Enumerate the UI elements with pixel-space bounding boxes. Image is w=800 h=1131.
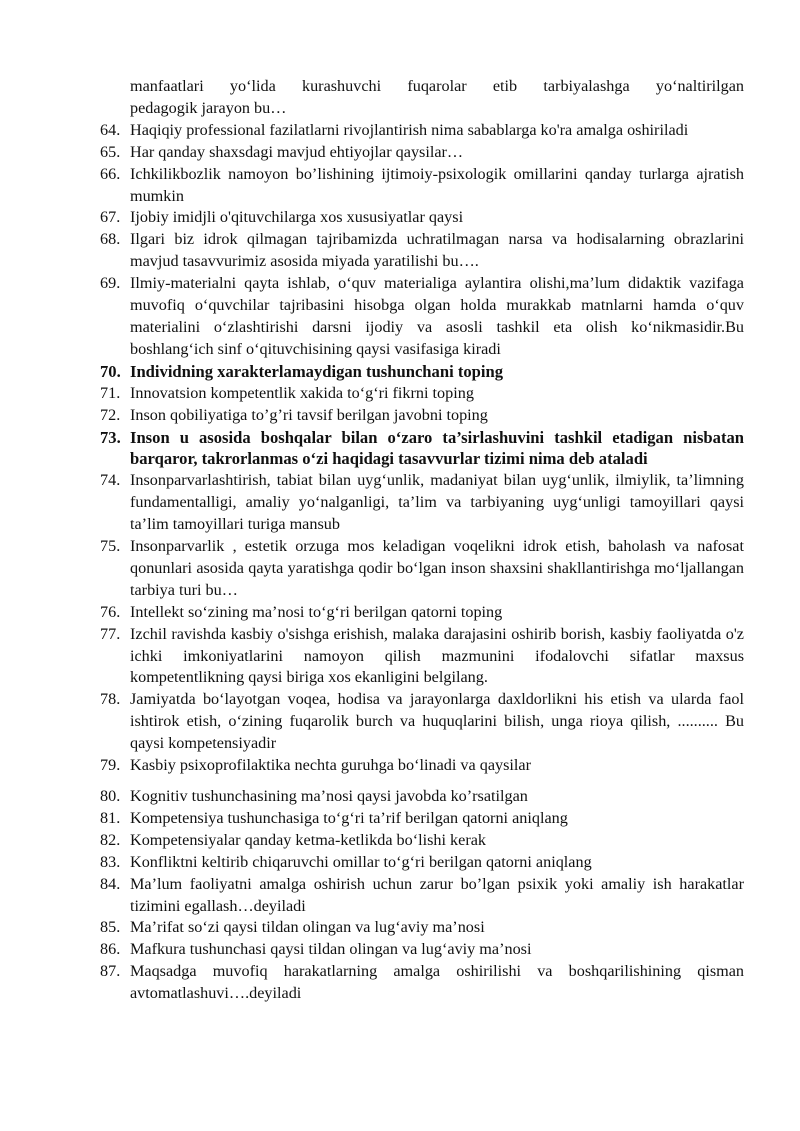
question-number: 84. — [100, 874, 121, 893]
question-text: Insonparvarlik , estetik orzuga mos keladigan voqelikni idrok etish, baholash va nafosat qonunlari asosida qayta yaratishga qodir bo‘lgan inson shaxsini shakllantirishga mo‘ljallangan tarbiya turi bu… — [130, 537, 744, 599]
question-item — [100, 207, 744, 229]
question-number: 71. — [100, 383, 121, 402]
question-item — [100, 229, 744, 273]
question-number: 87. — [100, 962, 121, 981]
question-number: 72. — [100, 405, 121, 424]
continuation-paragraph — [100, 76, 744, 120]
question-number: 75. — [100, 537, 121, 556]
question-number: 66. — [100, 164, 121, 183]
question-text: Jamiyatda bo‘layotgan voqea, hodisa va jarayonlarga daxldorlikni his etish va ularda faol ishtirok etish, o‘zining fuqarolik burch va huquqlarini bilish, unga rioya qilish, .......... Bu qaysi kompetensiyadir — [130, 690, 744, 753]
question-number: 65. — [100, 142, 121, 161]
question-number: 73. — [100, 427, 121, 447]
question-item — [100, 755, 744, 777]
question-number: 68. — [100, 230, 121, 249]
question-text: Har qanday shaxsdagi mavjud ehtiyojlar qaysilar… — [130, 142, 464, 161]
question-text: Kognitiv tushunchasining ma’nosi qaysi javobda ko’rsatilgan — [130, 787, 528, 805]
question-item — [100, 164, 744, 208]
question-number: 70. — [100, 361, 121, 381]
question-item — [100, 852, 744, 874]
question-text: Kompetensiyalar qanday ketma-ketlikda bo‘lishi kerak — [130, 830, 487, 849]
question-item — [100, 602, 744, 624]
question-text: Ilmiy-materialni qayta ishlab, o‘quv materialiga aylantira olishi,ma’lum didaktik vazifaga muvofiq o‘quvchilar tajribasini hisobga olgan holda murakkab matnlarni hamda o‘quv materialini o‘zlashtirishi darsni ijodiy va asosli tashkil eta olish ko‘nikmasidir.Bu boshlang‘ich sinf o‘qituvchisining qaysi vasifasiga kiradi — [130, 274, 744, 358]
question-text: Ilgari biz idrok qilmagan tajribamizda uchratilmagan narsa va hodisalarning obrazlarini mavjud tasavvurimiz asosida miyada yaratilishi bu…. — [130, 230, 744, 271]
question-item — [100, 361, 744, 383]
question-item — [100, 917, 744, 939]
question-text: Ichkilikbozlik namoyon bo’lishining ijtimoiy-psixologik omillarini qanday turlarga ajratish mumkin — [130, 164, 744, 205]
question-text: Haqiqiy professional fazilatlarni rivojlantirish nima sabablarga ko'ra amalga oshiriladi — [130, 120, 689, 139]
question-text: Inson qobiliyatiga to’g’ri tavsif berilgan javobni toping — [130, 405, 488, 424]
question-item — [100, 874, 744, 918]
question-text: Insonparvarlashtirish, tabiat bilan uyg‘unlik, madaniyat bilan uyg‘unlik, ilmiylik, ta’limning fundamentalligi, amaliy yo‘nalganligi, ta’lim va tarbiyaning uyg‘unligi tamoyillari qaysi ta’lim tamoyillari turiga mansub — [130, 471, 744, 534]
question-item — [100, 830, 744, 852]
question-number: 79. — [100, 756, 121, 775]
question-number: 67. — [100, 208, 121, 227]
question-text: Mafkura tushunchasi qaysi tildan olingan va lug‘aviy ma’nosi — [130, 940, 532, 959]
question-text: Kasbiy psixoprofilaktika nechta guruhga bo‘linadi va qaysilar — [130, 756, 531, 775]
question-number: 76. — [100, 602, 121, 621]
question-item — [100, 405, 744, 427]
question-text: Maqsadga muvofiq harakatlarning amalga oshirilishi va boshqarilishining qisman avtomatlashuvi….deyiladi — [130, 962, 744, 1003]
question-item — [100, 786, 744, 808]
question-item — [100, 383, 744, 405]
question-item — [100, 939, 744, 961]
question-list — [100, 76, 744, 1005]
question-text: Inson u asosida boshqalar bilan o‘zaro ta’sirlashuvini tashkil etadigan nisbatan barqaror, takrorlanmas o‘zi haqidagi tasavvurlar tizimi nima deb ataladi — [130, 427, 744, 469]
question-text: Intellekt so‘zining ma’nosi to‘g‘ri berilgan qatorni toping — [130, 602, 503, 621]
question-item — [100, 808, 744, 830]
question-item — [100, 142, 744, 164]
question-item — [100, 689, 744, 755]
question-text: Kompetensiya tushunchasiga to‘g‘ri ta’rif berilgan qatorni aniqlang — [130, 808, 568, 827]
question-number: 82. — [100, 830, 121, 849]
question-item — [100, 120, 744, 142]
question-number: 83. — [100, 852, 121, 871]
question-number: 77. — [100, 624, 121, 643]
question-text: Ma’rifat so‘zi qaysi tildan olingan va lug‘aviy ma’nosi — [130, 918, 485, 937]
question-number: 78. — [100, 690, 121, 709]
question-text: Ijobiy imidjli o'qituvchilarga xos xususiyatlar qaysi — [130, 208, 464, 227]
question-item — [100, 961, 744, 1005]
question-item — [100, 427, 744, 471]
question-text: Innovatsion kompetentlik xakida to‘g‘ri fikrni toping — [130, 383, 474, 402]
question-item — [100, 273, 744, 361]
question-item — [100, 470, 744, 536]
question-text: Izchil ravishda kasbiy o'sishga erishish, malaka darajasini oshirib borish, kasbiy faoliyatda o'z ichki imkoniyatlarini namoyon qilish mazmunini ifodalovchi sifatlar maxsus kompetentlikning qaysi biriga xos ekanligini belgilang. — [130, 624, 744, 687]
question-number: 85. — [100, 918, 121, 937]
question-item — [100, 536, 744, 602]
question-text: Individning xarakterlamaydigan tushunchani toping — [130, 361, 504, 381]
question-number: 64. — [100, 120, 121, 139]
question-text: Konfliktni keltirib chiqaruvchi omillar to‘g‘ri berilgan qatorni aniqlang — [130, 852, 592, 871]
question-text: Ma’lum faoliyatni amalga oshirish uchun zarur bo’lgan psixik yoki amaliy ish harakatlar tizimini egallash…deyiladi — [130, 874, 744, 915]
question-number: 81. — [100, 808, 121, 827]
question-number: 86. — [100, 940, 121, 959]
continuation-line: pedagogik jarayon bu… — [130, 98, 287, 117]
question-number: 80. — [100, 787, 121, 805]
continuation-line: manfaatlari yo‘lida kurashuvchi fuqarolar etib tarbiyalashga yo‘naltirilgan — [130, 77, 744, 95]
question-item — [100, 624, 744, 690]
question-number: 69. — [100, 274, 121, 293]
question-number: 74. — [100, 471, 121, 490]
